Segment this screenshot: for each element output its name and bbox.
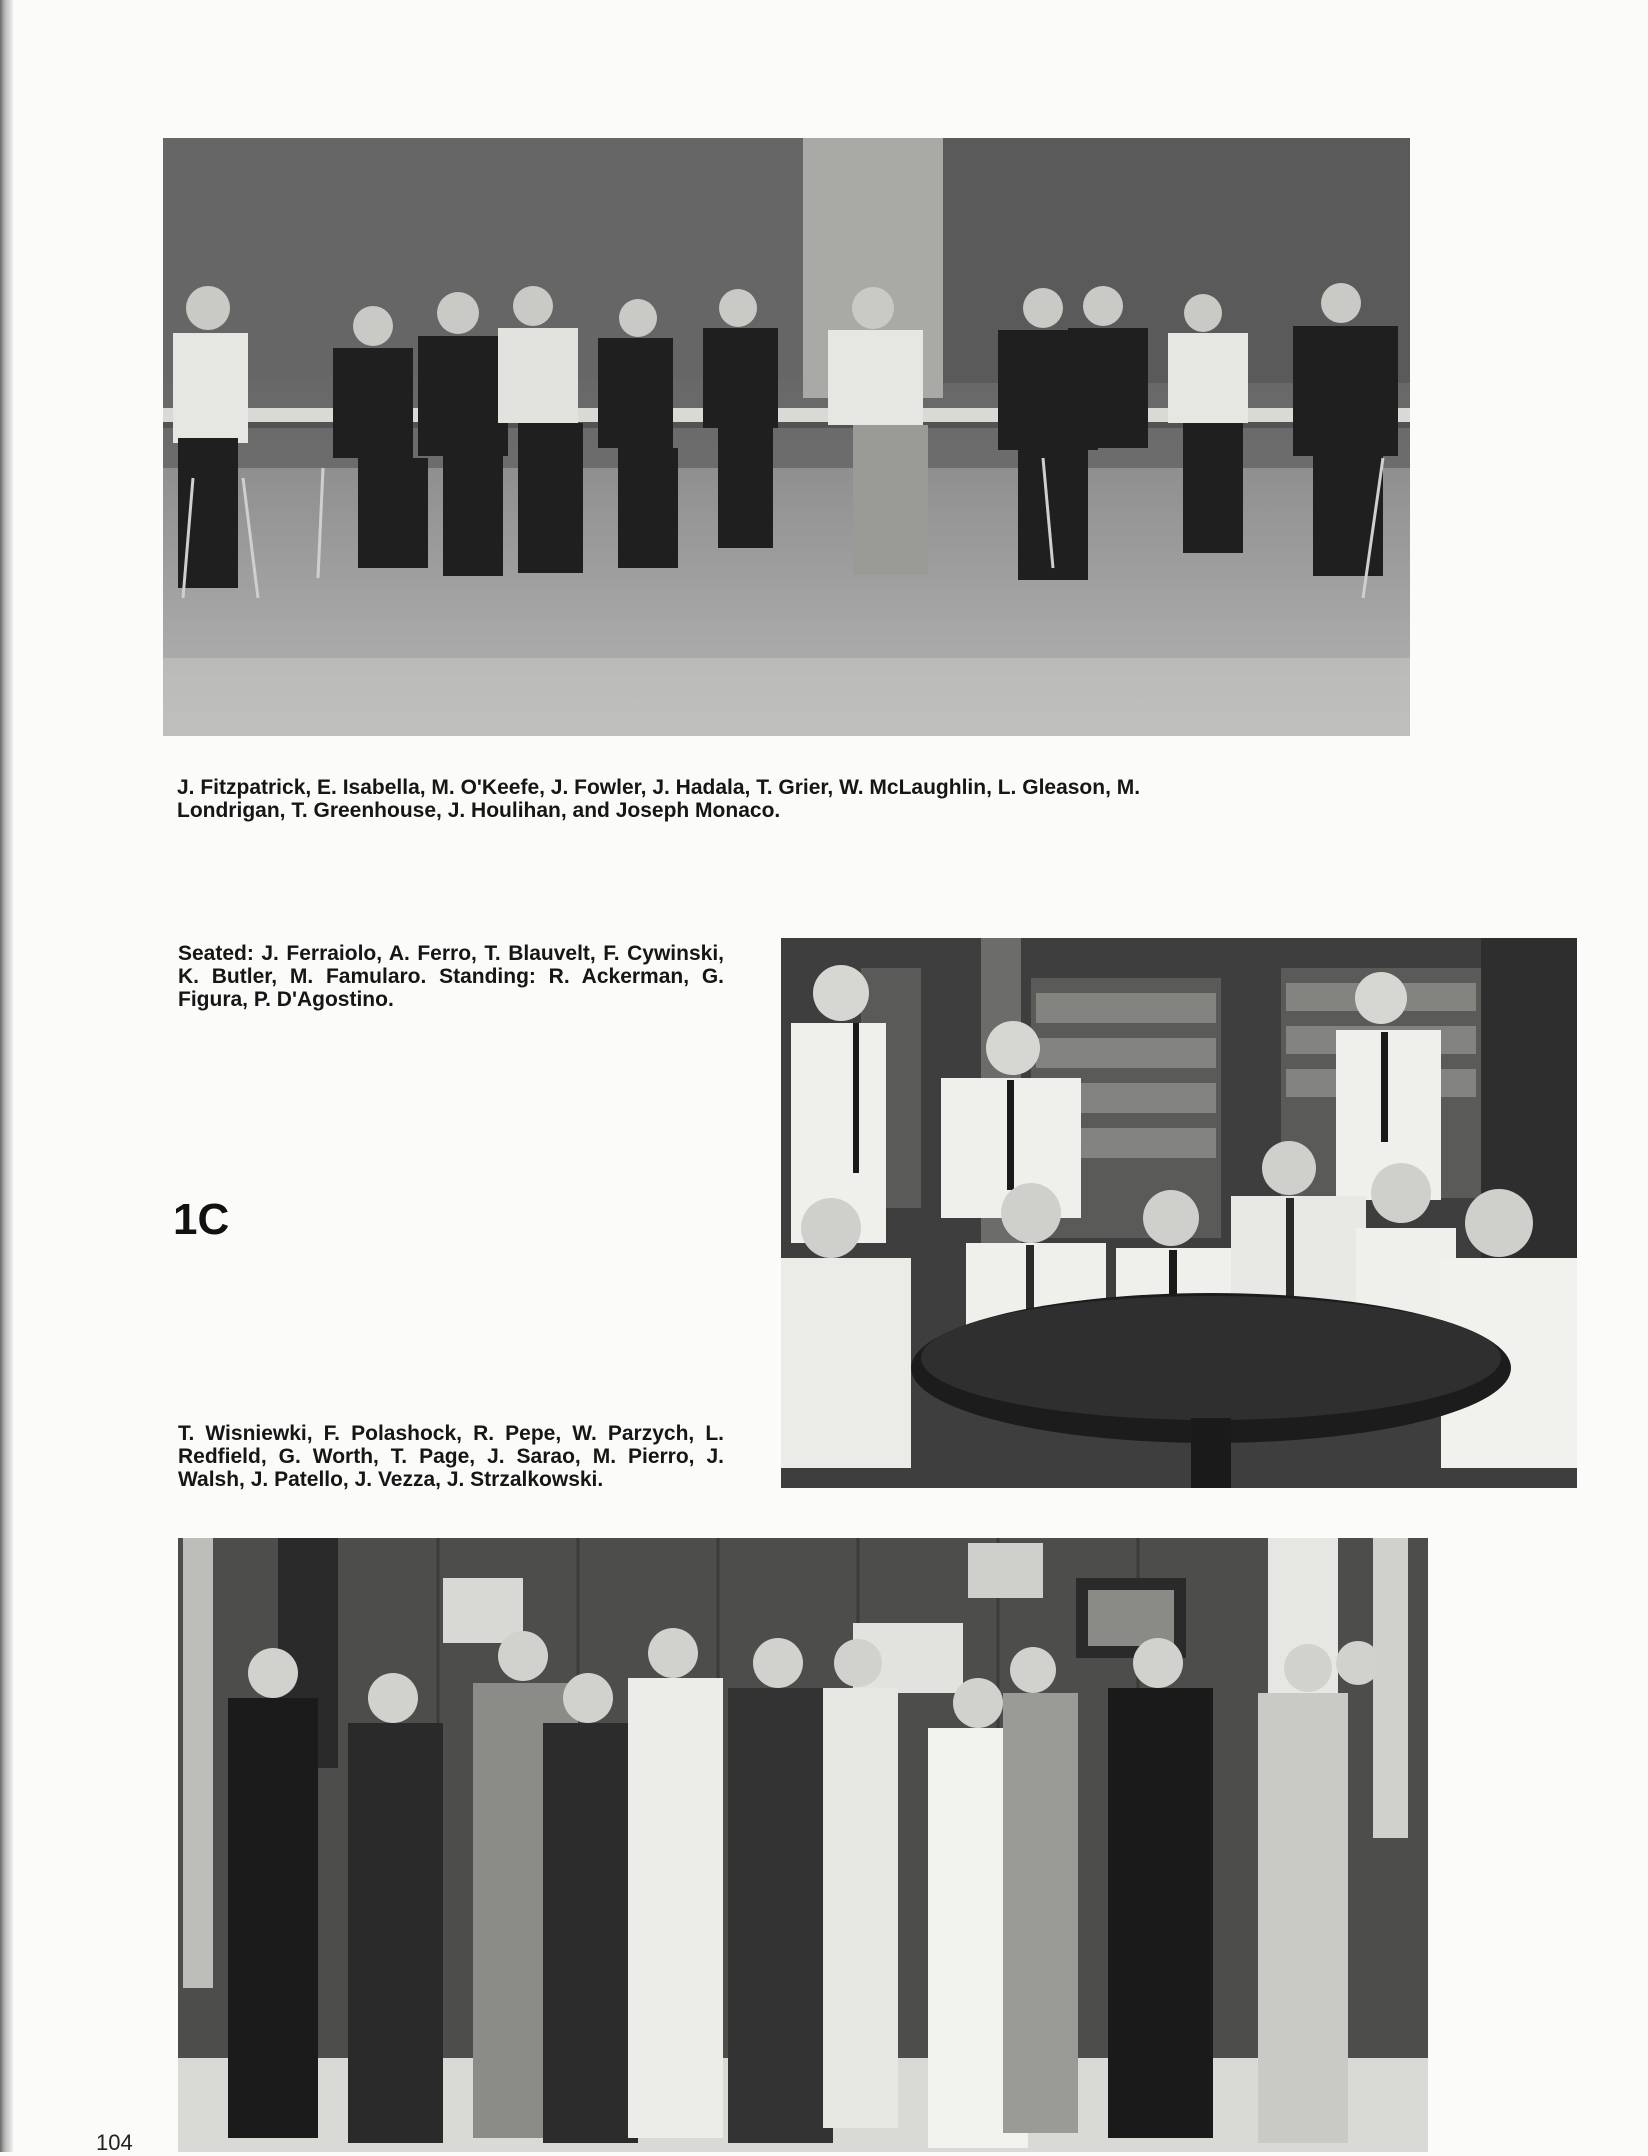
section-heading: 1C xyxy=(173,1195,230,1244)
language-lab-photo xyxy=(163,138,1410,736)
library-table-caption: Seated: J. Ferraiolo, A. Ferro, T. Blauvelt, F. Cywinski, K. Butler, M. Famularo. Standing: R. Ackerman, G. Figura, P. D'Agostino. xyxy=(178,942,724,1011)
standing-group-caption: T. Wisniewki, F. Polashock, R. Pepe, W. Parzych, L. Redfield, G. Worth, T. Page, J. Sarao, M. Pierro, J. Walsh, J. Patello, J. Vezza, J. Strzalkowski. xyxy=(178,1422,724,1491)
library-table-photo xyxy=(781,938,1577,1488)
standing-group-photo xyxy=(178,1538,1428,2152)
page-number: 104 xyxy=(96,2130,133,2155)
binding-edge xyxy=(0,0,14,2152)
language-lab-caption: J. Fitzpatrick, E. Isabella, M. O'Keefe, J. Fowler, J. Hadala, T. Grier, W. McLaughlin, L. Gleason, M. Londrigan, T. Greenhouse, J. Houlihan, and Joseph Monaco. xyxy=(177,776,1141,822)
